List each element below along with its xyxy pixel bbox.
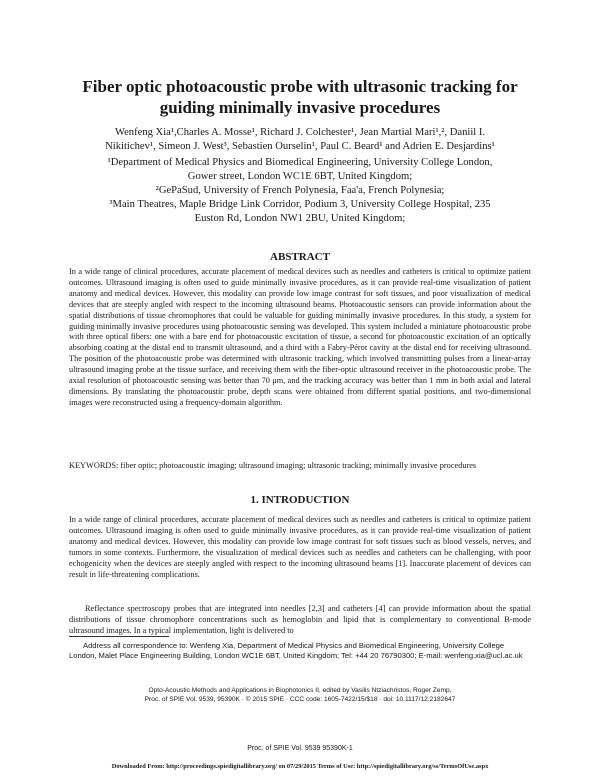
introduction-paragraph-2: Reflectance spectroscopy probes that are integrated into needles [2,3] and catheters [4] can provide information about the spatial distributions of tissue chromophore concentrations such as hemoglobin and lipid that is complementary to conventional B-mode ultrasound images. In a typical implementation, light is delivered to <box>69 604 531 635</box>
page-footer: Proc. of SPIE Vol. 9539 95390K-1 <box>247 745 353 752</box>
affiliations <box>40 156 560 226</box>
affiliation-line: ²GePaSud, University of French Polynesia, Faa'a, French Polynesia; <box>155 185 445 196</box>
affiliation-line: Gower street, London WC1E 6BT, United Kingdom; <box>187 171 413 182</box>
title-line-1: Fiber optic photoacoustic probe with ultrasonic tracking for <box>82 77 518 96</box>
author-list <box>40 126 560 154</box>
footnote-divider <box>69 636 169 637</box>
proceedings-line-2: Proc. of SPIE Vol. 9539, 95390K · © 2015 SPIE · CCC code: 1605-7422/15/$18 · doi: 10.1117/12.2182647 <box>144 696 456 703</box>
affiliation-line: ³Main Theatres, Maple Bridge Link Corridor, Podium 3, University College Hospital, 235 <box>109 199 491 210</box>
proceedings-line-1: Opto-Acoustic Methods and Applications in Biophotonics II, edited by Vasilis Ntziachristos, Roger Zemp, <box>148 687 452 694</box>
affiliation-line: ¹Department of Medical Physics and Biomedical Engineering, University College London, <box>107 157 493 168</box>
authors-line-1: Wenfeng Xia¹,Charles A. Mosse¹, Richard J. Colchester¹, Jean Martial Mari¹,², Daniil I. <box>114 127 486 138</box>
proceedings-info <box>40 686 560 704</box>
download-link[interactable]: Downloaded From: http://proceedings.spiedigitallibrary.org/ on 07/29/2015 Terms of Use: http://spiedigitallibrary.org/ss/TermsOfUse.aspx <box>111 763 489 770</box>
introduction-heading: 1. INTRODUCTION <box>250 494 350 506</box>
paper-title <box>40 76 560 118</box>
correspondence-footnote: Address all correspondence to: Wenfeng Xia, Department of Medical Physics and Biomedical Engineering, University College London, Malet Place Engineering Building, London WC1E 6BT, United Kingdom; Tel: +44 20 76790300; E-mail: wenfeng.xia@ucl.ac.uk <box>69 641 523 660</box>
authors-line-2: Nikitichev¹, Simeon J. West³, Sebastien Ourselin¹, Paul C. Beard¹ and Adrien E. Desjardins¹ <box>105 141 495 152</box>
title-line-2: guiding minimally invasive procedures <box>159 98 441 117</box>
download-notice <box>6 763 594 770</box>
abstract-heading: ABSTRACT <box>270 251 330 263</box>
affiliation-line: Euston Rd, London NW1 2BU, United Kingdom; <box>194 213 406 224</box>
keywords: KEYWORDS: fiber optic; photoacoustic imaging; ultrasound imaging; ultrasonic tracking; minimally invasive procedures <box>69 461 477 470</box>
abstract-text: In a wide range of clinical procedures, accurate placement of medical devices such as needles and catheters is critical to optimize patient outcomes. Ultrasound imaging is often used to guide minimally invasive procedures, as it can provide real-time visualization of patient anatomy and medical devices. However, this modality can provide low image contrast for soft tissues, and poor visualization of medical devices that are steeply angled with respect to the incoming ultrasound beams. Photoacoustic sensors can provide information about the spatial distributions of tissue chromophores that could be valuable for guiding minimally invasive procedures. In this study, a system for guiding minimally invasive procedures using photoacoustic sensing was developed. This system included a miniature photoacoustic probe with three optical fibers: one with a bare end for photoacoustic excitation of tissue, a second for photoacoustic excitation of an optically absorbing coating at the distal end to transmit ultrasound, and a third with a Fabry-Pérot cavity at the distal end for receiving ultrasound. The position of the photoacoustic probe was determined with ultrasonic tracking, which involved transmitting pulses from a linear-array ultrasound imaging probe at the tissue surface, and receiving them with the fiber-optic ultrasound receiver in the photoacoustic probe. The axial resolution of photoacoustic sensing was better than 70 μm, and the tracking accuracy was better than 1 mm in both axial and lateral dimensions. By translating the photoacoustic probe, depth scans were obtained from different spatial positions, and two-dimensional images were reconstructed using a frequency-domain algorithm. <box>69 267 531 407</box>
introduction-paragraph-1: In a wide range of clinical procedures, accurate placement of medical devices such as needles and catheters is critical to optimize patient outcomes. Ultrasound imaging is often used to guide minimally invasive procedures, as it can provide real-time visualization of patient anatomy and medical devices. However, this modality can provide low image contrast for soft tissues such as blood vessels, nerves, and tumors in some contexts. Furthermore, the visualization of medical devices such as needles and catheters can be challenging, with poor echogenicity when the devices are steeply angled with respect to the incoming ultrasound beams [1]. Inaccurate placement of devices can result in life-threatening complications. <box>69 515 531 579</box>
